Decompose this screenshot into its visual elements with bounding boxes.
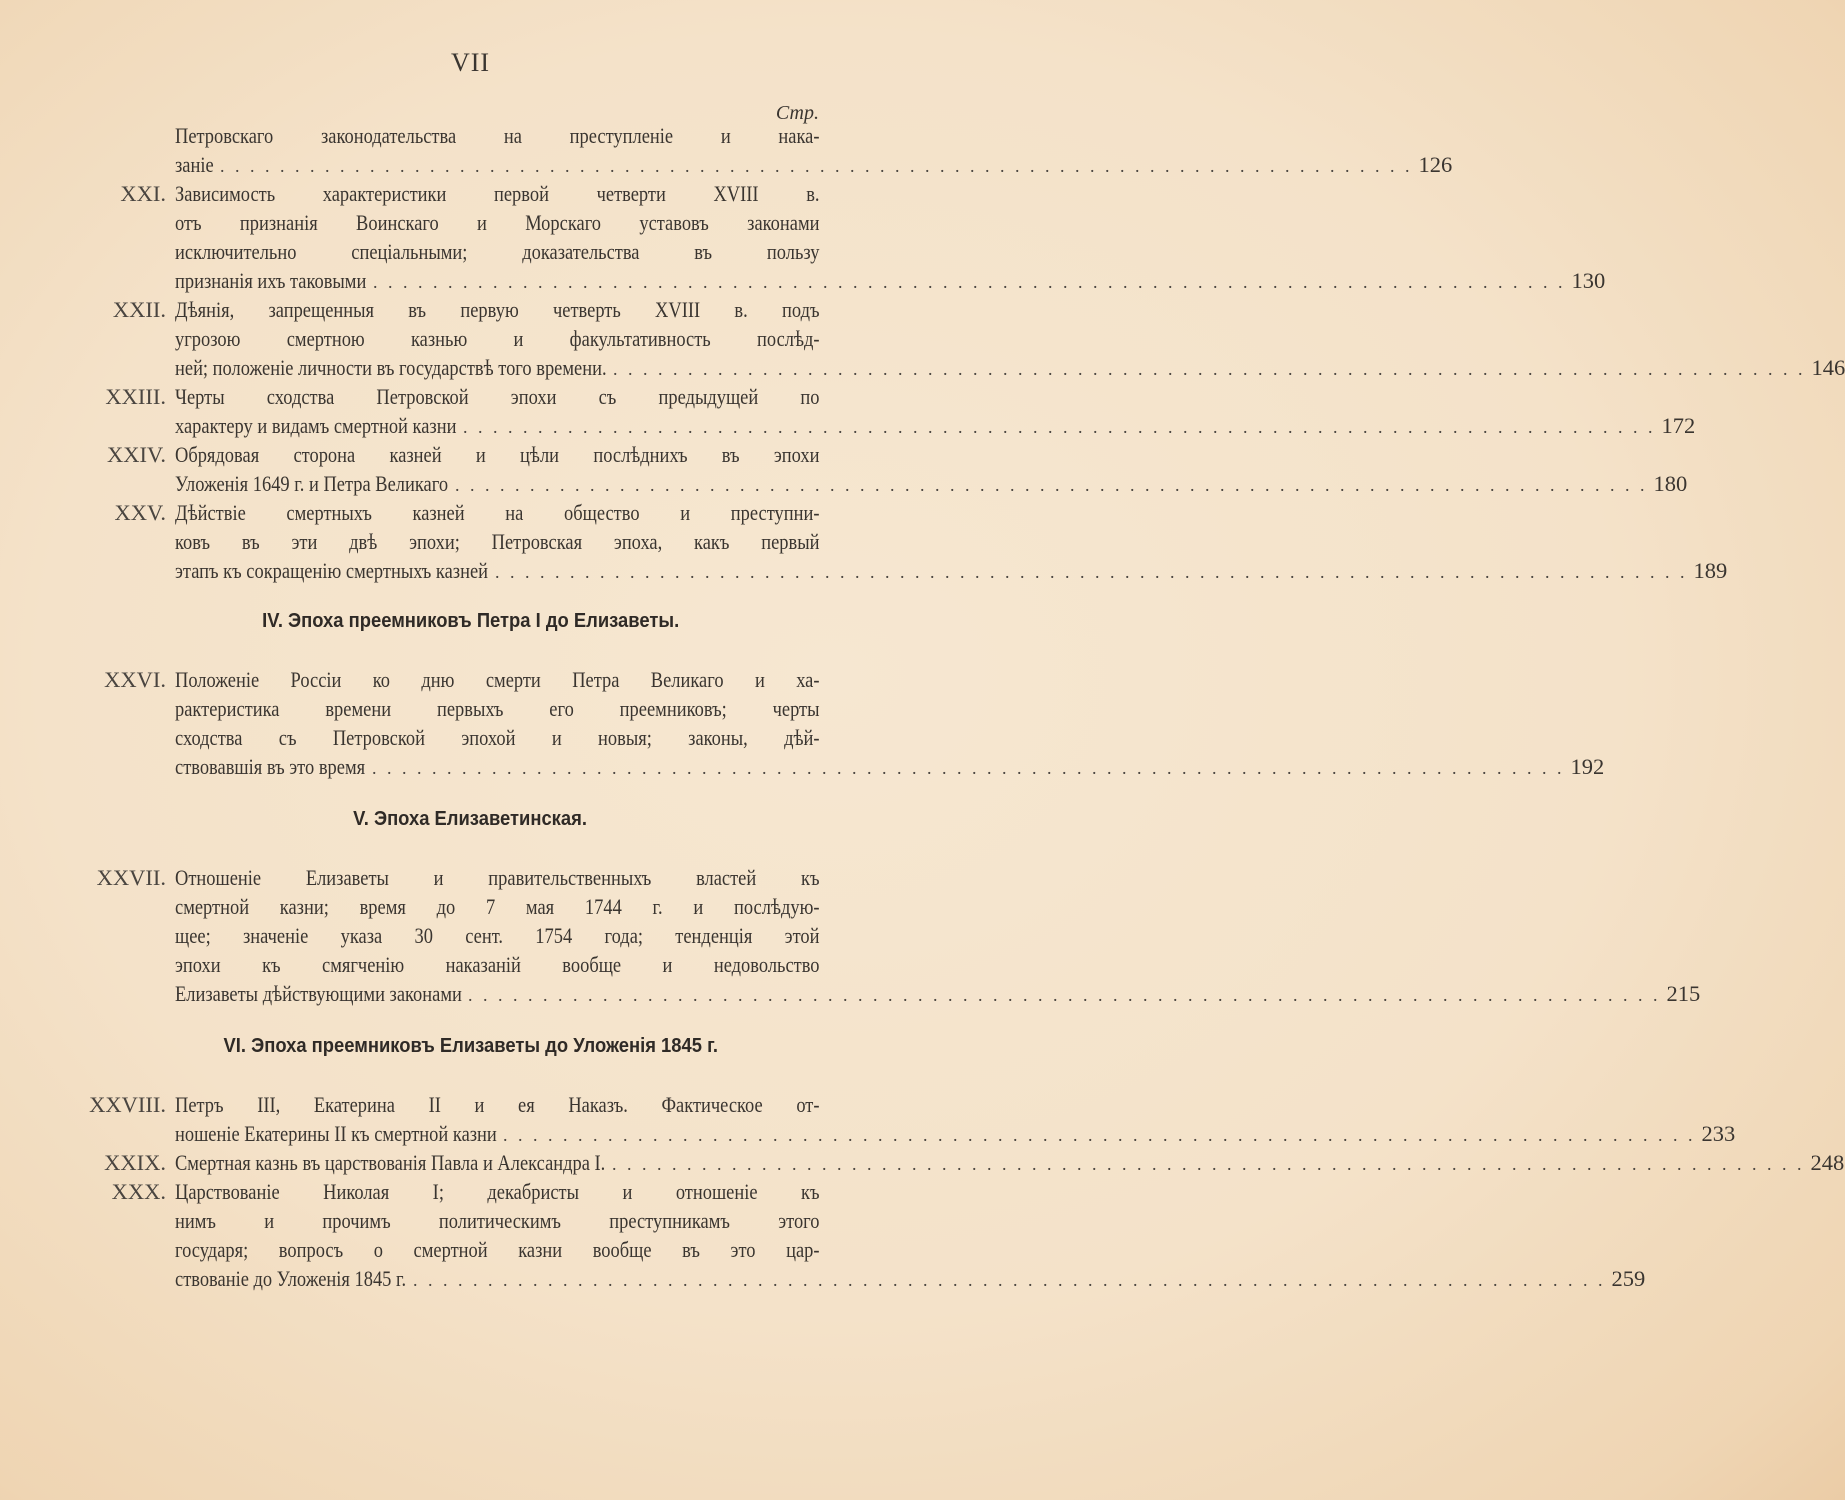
dot-leader: . . . . . . . . . . . . . . . . . . . . . . . . . . . . . . . . . . . . . . . . . . . . . . . . . . . . . . . . . . . . . . . . . . . . . . . . . . . . . . . .	[373, 272, 1566, 292]
entry-text: Петръ III, Екатерина II и ея Наказъ. Фактическое от-	[175, 1092, 820, 1117]
entry-text: Петровскаго законодательства на преступленіе и нака-	[175, 123, 820, 148]
entry-text: Уложенія 1649 г. и Петра Великаго	[175, 471, 449, 496]
entry-line	[175, 1119, 1736, 1148]
entry-text-wrap	[175, 1264, 407, 1293]
entry-line	[175, 1090, 820, 1119]
entry-line	[175, 1148, 1845, 1177]
entry-text: Зависимость характеристики первой четверти XVIII в.	[175, 181, 820, 206]
entry-page-number[interactable]: 130	[1571, 268, 1606, 293]
entry-line	[175, 150, 1453, 179]
entry-text-wrap	[175, 150, 214, 179]
entry-line	[175, 950, 820, 979]
entry-line	[175, 863, 820, 892]
entry-text: нимъ и прочимъ политическимъ преступникамъ этого	[175, 1208, 820, 1233]
entry-text: Обрядовая сторона казней и цѣли послѣднихъ въ эпохи	[175, 442, 820, 467]
entry-text-wrap	[175, 1148, 606, 1177]
entry-text: Дѣйствіе смертныхъ казней на общество и преступни-	[175, 500, 820, 525]
dot-leader: . . . . . . . . . . . . . . . . . . . . . . . . . . . . . . . . . . . . . . . . . . . . . . . . . . . . . . . . . . . . . . . . . . . . . . . . . . . . . . . .	[220, 156, 1413, 176]
entry-text: эпохи къ смягченію наказаній вообще и недовольство	[175, 952, 820, 977]
entry-text: Отношеніе Елизаветы и правительственныхъ властей къ	[175, 865, 820, 890]
entry-text: Смертная казнь въ царствованія Павла и Александра I.	[175, 1150, 606, 1175]
entry-text: Царствованіе Николая I; декабристы и отношеніе къ	[175, 1179, 820, 1204]
entry-roman-numeral: XXV.	[114, 500, 166, 525]
entry-line	[175, 266, 1606, 295]
entry-line	[175, 979, 1701, 1008]
section-heading-text: IV. Эпоха преемниковъ Петра I до Елизаветы.	[261, 610, 680, 632]
entry-line	[175, 382, 820, 411]
entry-text: Положеніе Россіи ко дню смерти Петра Великаго и ха-	[175, 667, 820, 692]
entry-text: отъ признанія Воинскаго и Морскаго уставовъ законами	[175, 210, 820, 235]
entry-roman-numeral: XXIX.	[104, 1150, 166, 1175]
entry-line	[175, 440, 820, 469]
entry-page-number[interactable]: 233	[1701, 1121, 1736, 1146]
entry-line	[175, 921, 820, 950]
entry-text: ствовавшія въ это время	[175, 754, 366, 779]
entry-text: заніе	[175, 152, 214, 177]
entry-line	[175, 1235, 820, 1264]
entry-text: Дѣянія, запрещенныя въ первую четверть XVIII в. подъ	[175, 297, 820, 322]
entry-roman-numeral: XXIV.	[107, 442, 166, 467]
entry-page-number[interactable]: 259	[1611, 1266, 1646, 1291]
entry-line	[175, 469, 1688, 498]
entry-line	[175, 892, 820, 921]
page-column-label: Стр.	[775, 102, 819, 124]
entry-text: государя; вопросъ о смертной казни вообще въ это цар-	[175, 1237, 820, 1262]
entry-text-wrap	[175, 411, 457, 440]
entry-page-number[interactable]: 172	[1661, 413, 1696, 438]
entry-text-wrap	[175, 469, 449, 498]
entry-page-number[interactable]: 192	[1570, 754, 1605, 779]
entry-text-wrap	[175, 1119, 497, 1148]
entry-line	[175, 121, 820, 150]
entry-roman-numeral: XXIII.	[105, 384, 166, 409]
dot-leader: . . . . . . . . . . . . . . . . . . . . . . . . . . . . . . . . . . . . . . . . . . . . . . . . . . . . . . . . . . . . . . . . . . . . . . . . . . . . . . . .	[612, 1154, 1805, 1174]
entry-text: угрозою смертною казнью и факультативность послѣд-	[175, 326, 820, 351]
entry-text: характеру и видамъ смертной казни	[175, 413, 457, 438]
entry-roman-numeral: XXI.	[120, 181, 166, 206]
entry-page-number[interactable]: 126	[1418, 152, 1453, 177]
entry-text: ствованіе до Уложенія 1845 г.	[175, 1266, 407, 1291]
dot-leader: . . . . . . . . . . . . . . . . . . . . . . . . . . . . . . . . . . . . . . . . . . . . . . . . . . . . . . . . . . . . . . . . . . . . . . . . . . . . . . . .	[372, 758, 1565, 778]
entry-text: ней; положеніе личности въ государствѣ того времени.	[175, 355, 607, 380]
entry-text: ковъ въ эти двѣ эпохи; Петровская эпоха, какъ первый	[175, 529, 820, 554]
entry-line	[175, 723, 820, 752]
dot-leader: . . . . . . . . . . . . . . . . . . . . . . . . . . . . . . . . . . . . . . . . . . . . . . . . . . . . . . . . . . . . . . . . . . . . . . . . . . . . . . . .	[613, 359, 1806, 379]
entry-line	[175, 498, 820, 527]
dot-leader: . . . . . . . . . . . . . . . . . . . . . . . . . . . . . . . . . . . . . . . . . . . . . . . . . . . . . . . . . . . . . . . . . . . . . . . . . . . . . . . .	[495, 562, 1688, 582]
page-number: VII	[450, 48, 491, 77]
entry-line	[175, 237, 820, 266]
entry-text: этапъ къ сокращенію смертныхъ казней	[175, 558, 489, 583]
dot-leader: . . . . . . . . . . . . . . . . . . . . . . . . . . . . . . . . . . . . . . . . . . . . . . . . . . . . . . . . . . . . . . . . . . . . . . . . . . . . . . . .	[463, 417, 1656, 437]
entry-page-number[interactable]: 215	[1666, 981, 1701, 1006]
entry-text: ношеніе Екатерины II къ смертной казни	[175, 1121, 497, 1146]
entry-text-wrap	[175, 556, 489, 585]
dot-leader: . . . . . . . . . . . . . . . . . . . . . . . . . . . . . . . . . . . . . . . . . . . . . . . . . . . . . . . . . . . . . . . . . . . . . . . . . . . . . . . .	[503, 1125, 1696, 1145]
section-heading-text: V. Эпоха Елизаветинская.	[353, 808, 588, 830]
entry-line	[175, 324, 820, 353]
section-heading	[0, 808, 941, 831]
entry-text: рактеристика времени первыхъ его преемниковъ; черты	[175, 696, 820, 721]
entry-line	[175, 527, 820, 556]
entry-page-number[interactable]: 180	[1653, 471, 1688, 496]
entry-line	[175, 411, 1696, 440]
entry-page-number[interactable]: 248	[1810, 1150, 1845, 1175]
entry-roman-numeral: XXVIII.	[89, 1092, 166, 1117]
dot-leader: . . . . . . . . . . . . . . . . . . . . . . . . . . . . . . . . . . . . . . . . . . . . . . . . . . . . . . . . . . . . . . . . . . . . . . . . . . . . . . . .	[413, 1270, 1606, 1290]
entry-text-wrap	[175, 752, 366, 781]
section-heading	[0, 1035, 941, 1058]
entry-roman-numeral: XXII.	[112, 297, 166, 322]
entry-line	[175, 208, 820, 237]
entry-roman-numeral: XXVII.	[96, 865, 166, 890]
entry-text: Черты сходства Петровской эпохи съ предыдущей по	[175, 384, 820, 409]
entry-text: щее; значеніе указа 30 сент. 1754 года; тенденція этой	[175, 923, 820, 948]
entry-line	[175, 1177, 820, 1206]
entry-line	[175, 665, 820, 694]
entry-line	[175, 1206, 820, 1235]
entry-text: смертной казни; время до 7 мая 1744 г. и послѣдую-	[175, 894, 820, 919]
entry-page-number[interactable]: 146	[1811, 355, 1845, 380]
dot-leader: . . . . . . . . . . . . . . . . . . . . . . . . . . . . . . . . . . . . . . . . . . . . . . . . . . . . . . . . . . . . . . . . . . . . . . . . . . . . . . . .	[468, 985, 1661, 1005]
entry-page-number[interactable]: 189	[1693, 558, 1728, 583]
entry-text: исключительно спеціальными; доказательства въ пользу	[175, 239, 820, 264]
entry-line	[175, 295, 820, 324]
entry-roman-numeral: XXVI.	[104, 667, 166, 692]
entry-text-wrap	[175, 353, 607, 382]
entry-line	[175, 556, 1728, 585]
entry-line	[175, 752, 1605, 781]
entry-roman-numeral: XXX.	[111, 1179, 166, 1204]
entry-line	[175, 353, 1845, 382]
section-heading	[0, 610, 941, 633]
entry-text: признанія ихъ таковыми	[175, 268, 367, 293]
dot-leader: . . . . . . . . . . . . . . . . . . . . . . . . . . . . . . . . . . . . . . . . . . . . . . . . . . . . . . . . . . . . . . . . . . . . . . . . . . . . . . . .	[455, 475, 1648, 495]
entry-text-wrap	[175, 266, 367, 295]
entry-text-wrap	[175, 979, 462, 1008]
entry-line	[175, 179, 820, 208]
entry-line	[175, 1264, 1646, 1293]
section-heading-text: VI. Эпоха преемниковъ Елизаветы до Уложенія 1845 г.	[223, 1035, 718, 1057]
entry-line	[175, 694, 820, 723]
entry-text: Елизаветы дѣйствующими законами	[175, 981, 462, 1006]
entry-text: сходства съ Петровской эпохой и новыя; законы, дѣй-	[175, 725, 820, 750]
